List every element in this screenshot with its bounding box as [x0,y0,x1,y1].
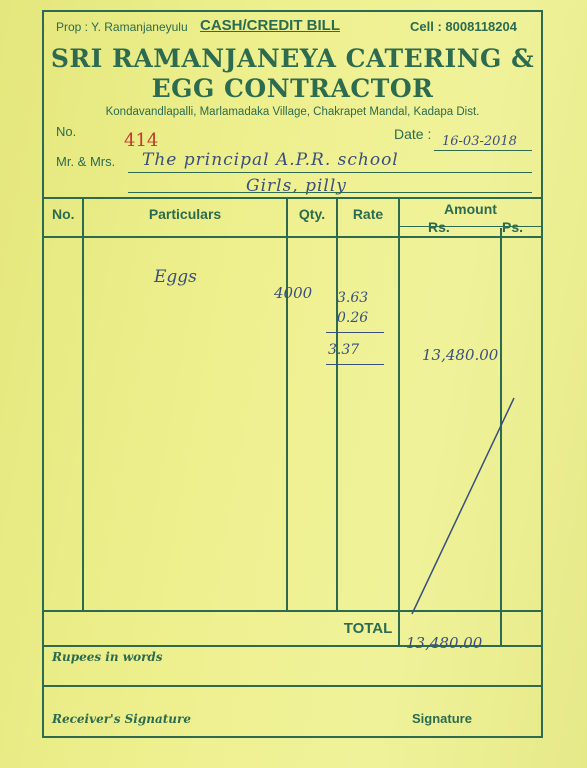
bill-type: CASH/CREDIT BILL [200,17,340,34]
bill-form [42,10,543,738]
rate-deduction: 0.26 [337,310,369,326]
business-address: Kondavandlapalli, Marlamadaka Village, Chakrapet Mandal, Kadapa Dist. [105,106,480,118]
column-header-particulars: Particulars [148,206,222,222]
business-name-line2: EGG CONTRACTOR [151,74,434,103]
customer-name-line2: Girls, pilly [246,176,347,196]
proprietor-name: Prop : Y. Ramanjaneyulu [56,20,188,34]
column-header-no: No. [52,206,75,222]
total-label: TOTAL [343,620,393,637]
total-value: 13,480.00 [406,634,483,652]
item-amount: 13,480.00 [422,346,499,364]
customer-label: Mr. & Mrs. [56,154,116,169]
date-value: 16-03-2018 [442,134,517,149]
column-header-qty: Qty. [298,206,326,222]
item-particulars: Eggs [154,267,197,287]
column-header-amount: Amount [444,201,497,217]
date-label: Date : [394,126,432,142]
cancel-slash [404,392,524,622]
business-name-line1: SRI RAMANJANEYA CATERING & [50,44,535,73]
bill-number-value: 414 [124,130,159,151]
rate-base: 3.63 [337,290,369,306]
column-header-rs: Rs. [428,219,450,235]
column-header-ps: Ps. [502,219,524,235]
rupees-in-words-label: Rupees in words [52,650,163,664]
cell-number: Cell : 8008118204 [410,19,517,34]
receiver-signature-label: Receiver's Signature [52,712,191,726]
rate-final: 3.37 [328,342,360,358]
customer-name-line1: The principal A.P.R. school [142,150,399,170]
signature-label: Signature [412,711,472,726]
bill-number-label: No. [56,124,77,139]
item-qty: 4000 [274,284,313,302]
column-header-rate: Rate [352,206,384,222]
